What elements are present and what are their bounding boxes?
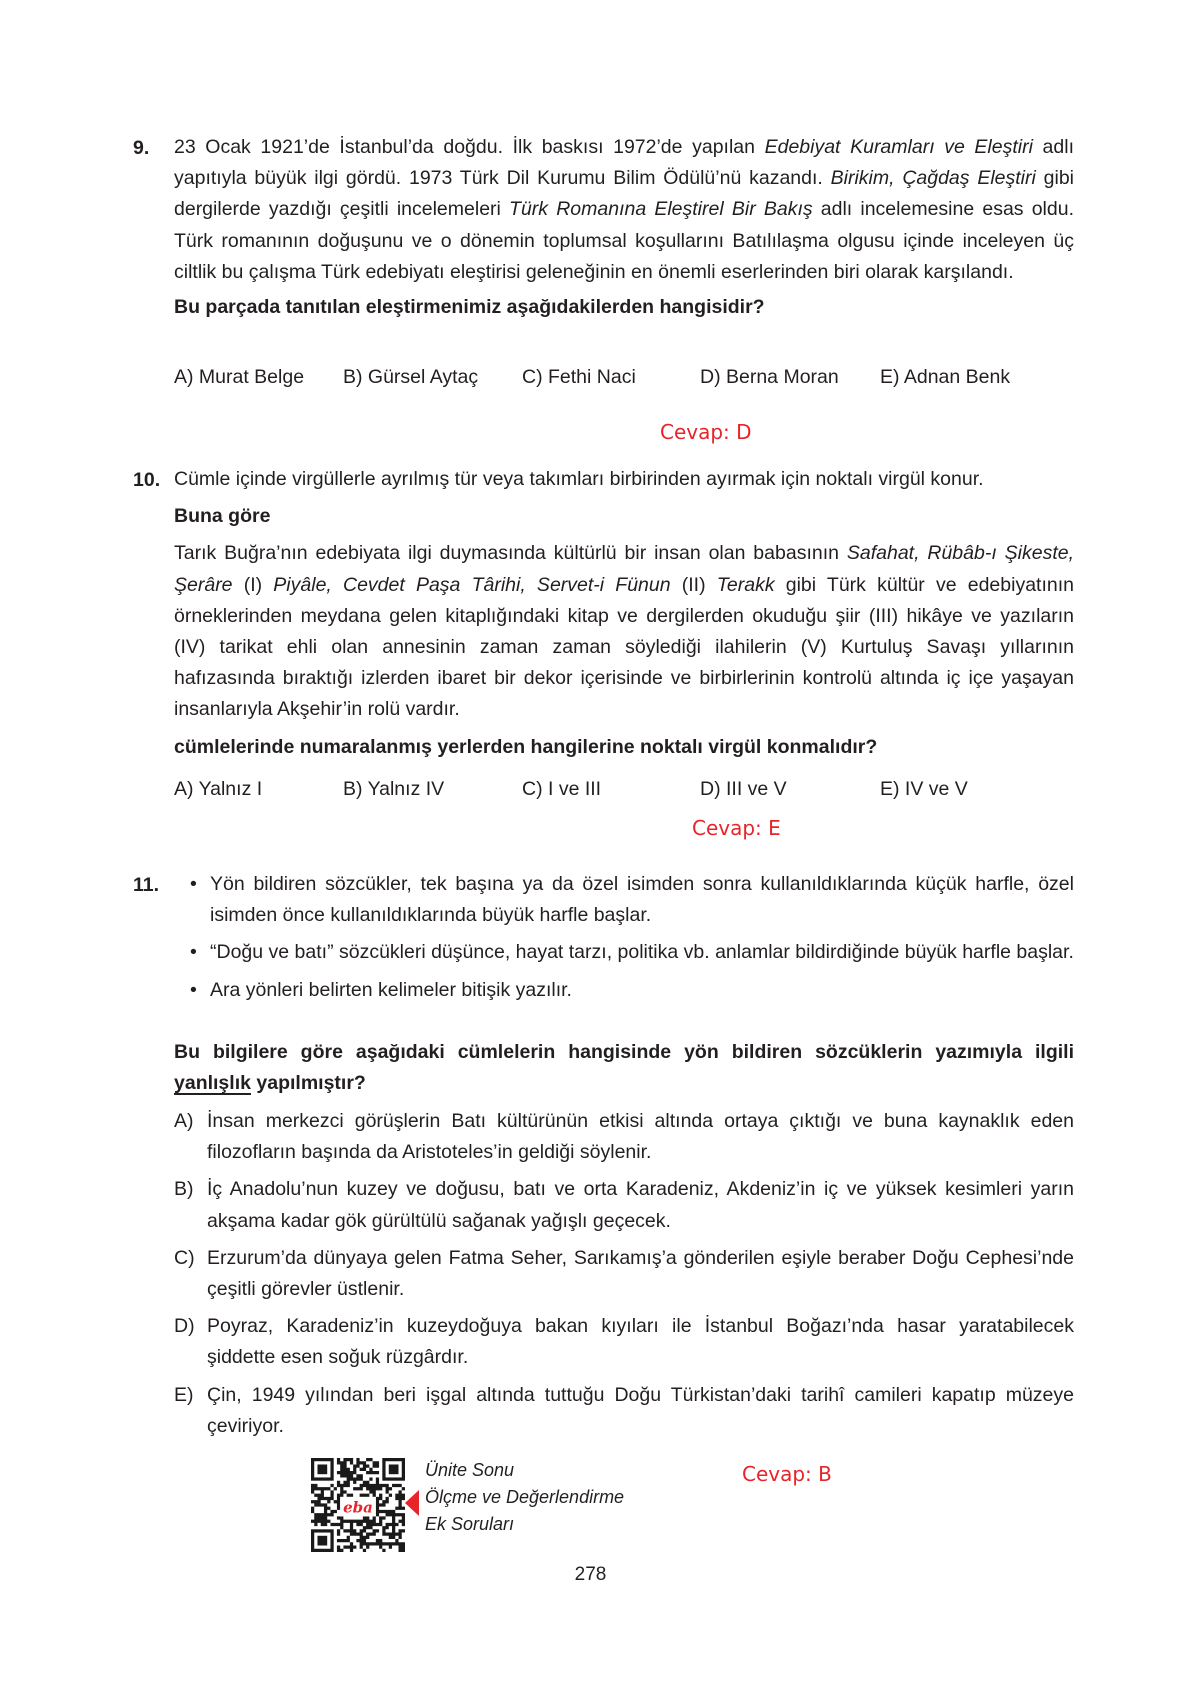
option-a[interactable]: A) Yalnız I [174, 778, 263, 800]
passage [174, 538, 1074, 725]
rule-list [190, 869, 1074, 1012]
option-c[interactable]: C) Fethi Naci [522, 366, 636, 388]
question-stem: cümlelerinde numaralanmış yerlerden hangilerine noktalı virgül konmalıdır? [174, 735, 878, 758]
option-letter: A) [174, 1110, 194, 1132]
answer-label: Cevap: D [660, 420, 752, 444]
rule-text: “Doğu ve batı” sözcükleri düşünce, hayat tarzı, politika vb. anlamlar bildirdiğinde büyük harfle başlar. [210, 941, 1074, 964]
lead-text: Buna göre [174, 505, 271, 528]
option-b[interactable] [174, 1174, 1074, 1236]
answer-label: Cevap: B [742, 1462, 832, 1486]
eba-link[interactable] [425, 1457, 624, 1538]
rule-text: Ara yönleri belirten kelimeler bitişik yazılır. [210, 978, 572, 1001]
option-d[interactable]: D) III ve V [700, 778, 787, 800]
rule-item [190, 937, 1074, 968]
question-stem-part: Bu bilgilere göre aşağıdaki cümlelerin hangisinde yön bildiren sözcüklerin yazımıyla ilgili [174, 1041, 1074, 1063]
eba-line-1: Ünite Sonu [425, 1460, 515, 1480]
text-run: 23 Ocak 1921’de İstanbul’da doğdu. İlk baskısı 1972’de yapılan [174, 136, 765, 158]
option-text: Erzurum’da dünyaya gelen Fatma Seher, Sarıkamış’a gönderilen eşiyle beraber Doğu Cephesi’nde çeşitli görevler üstlenir. [207, 1246, 1074, 1301]
eba-line-2: Ölçme ve Değerlendirme [425, 1487, 625, 1507]
italic-title: Edebiyat Kuramları ve Eleştiri [764, 136, 1033, 158]
option-a[interactable]: A) Murat Belge [174, 366, 305, 388]
text-run: Tarık Buğra’nın edebiyata ilgi duymasında kültürlü bir insan olan babasının [174, 542, 847, 565]
rule-item [190, 975, 1074, 1006]
question-stem: Bu parçada tanıtılan eleştirmenimiz aşağıdakilerden hangisidir? [174, 296, 765, 319]
bullet-icon: • [190, 941, 197, 964]
option-b[interactable]: B) Gürsel Aytaç [343, 366, 479, 388]
option-text: Poyraz, Karadeniz’in kuzeydoğuya bakan kıyıları ile İstanbul Boğazı’nda hasar yaratabilecek şiddette esen soğuk rüzgârdır. [207, 1315, 1074, 1369]
option-text: Çin, 1949 yılından beri işgal altında tuttuğu Doğu Türkistan’daki tarihî camileri kapatıp müzeye çeviriyor. [207, 1383, 1074, 1437]
text-run: (I) [232, 573, 274, 596]
italic-title: Safahat, Rübâb-ı Şikeste, Şerâre [174, 542, 1074, 596]
question-stem [174, 1037, 1074, 1099]
text-run: gibi Türk kültür ve edebiyatının örneklerinden meydana gelen kitaplığındaki kitap ve dergilerden okuduğu şiir (III) hikâye ve yazıların (IV) tarikat ehli olan annesinin zaman zaman söylediği ilahilerin (V) Kurtuluş Savaşı yıllarının hafızasında bıraktığı izlerden ibaret bir dekor içerisinde ve birbirlerinin kontrolü altında iç içe yaşayan insanlarıyla Akşehir’in rolü vardır. [174, 573, 1074, 721]
question-body [174, 464, 1074, 763]
option-c[interactable] [174, 1243, 1074, 1305]
option-d[interactable]: D) Berna Moran [700, 366, 839, 388]
option-e[interactable] [174, 1380, 1074, 1442]
option-text: İç Anadolu’nun kuzey ve doğusu, batı ve orta Karadeniz, Akdeniz’in iç ve yüksek kesimleri yarın akşama kadar gök gürültülü sağanak yağışlı geçecek. [207, 1178, 1074, 1232]
question-stem-part: yapılmıştır? [250, 1072, 366, 1095]
pointer-arrow-icon [405, 1490, 419, 1516]
question-body [174, 132, 1074, 323]
italic-title: Piyâle, Cevdet Paşa Târihi, Servet-i Fünun [273, 573, 671, 596]
option-d[interactable] [174, 1311, 1074, 1373]
page-number: 278 [574, 1564, 607, 1585]
rule-text: Yön bildiren sözcükler, tek başına ya da özel isimden sonra kullanıldıklarında küçük harfle, özel isimden önce kullanıldıklarında büyük harfle başlar. [210, 873, 1074, 927]
qr-code-icon[interactable] [311, 1458, 405, 1552]
question-body [174, 1037, 1074, 1099]
option-e[interactable]: E) Adnan Benk [880, 366, 1011, 388]
question-number: 11. [133, 874, 160, 896]
option-letter: C) [174, 1246, 195, 1269]
option-letter: B) [174, 1178, 194, 1201]
option-b[interactable]: B) Yalnız IV [343, 778, 445, 800]
rule-item [190, 869, 1074, 931]
eba-line-3: Ek Soruları [425, 1514, 515, 1534]
passage [174, 132, 1074, 288]
text-run: adlı yapıtıyla büyük ilgi gördü. 1973 Türk Dil Kurumu Bilim Ödülü’nü kazandı. [174, 136, 1074, 190]
text-run: (II) [670, 573, 717, 596]
italic-title: Türk Romanına Eleştirel Bir Bakış [509, 198, 813, 221]
text-run: gibi dergilerde yazdığı çeşitli incelemeleri [174, 167, 1074, 221]
answer-label: Cevap: E [692, 816, 781, 840]
option-text: İnsan merkezci görüşlerin Batı kültürünün etkisi altında ortaya çıktığı ve buna kaynaklık eden filozofların başında da Aristoteles’in geldiği söylenir. [207, 1110, 1074, 1164]
italic-title: Terakk [716, 573, 775, 596]
intro-text: Cümle içinde virgüllerle ayrılmış tür veya takımları birbirinden ayırmak için noktalı virgül konur. [174, 468, 984, 490]
italic-title: Birikim, Çağdaş Eleştiri [830, 167, 1036, 190]
answer-options [174, 1106, 1074, 1448]
option-c[interactable]: C) I ve III [522, 778, 602, 800]
question-number: 10. [133, 469, 161, 491]
eba-logo-text: eba [343, 1498, 373, 1517]
option-letter: E) [174, 1383, 194, 1406]
question-number: 9. [133, 137, 150, 159]
option-letter: D) [174, 1315, 195, 1338]
option-a[interactable] [174, 1106, 1074, 1168]
bullet-icon: • [190, 873, 197, 895]
underlined-word: yanlışlık [174, 1072, 251, 1095]
text-run: adlı incelemesine esas oldu. Türk romanının doğuşunu ve o dönemin toplumsal koşullarını Batılılaşma olgusu içinde inceleyen üç ciltlik bu çalışma Türk edebiyatı eleştirisi geleneğinin en önemli eserlerinden biri olarak karşılandı. [174, 198, 1074, 283]
option-e[interactable]: E) IV ve V [880, 778, 968, 800]
bullet-icon: • [190, 978, 197, 1001]
